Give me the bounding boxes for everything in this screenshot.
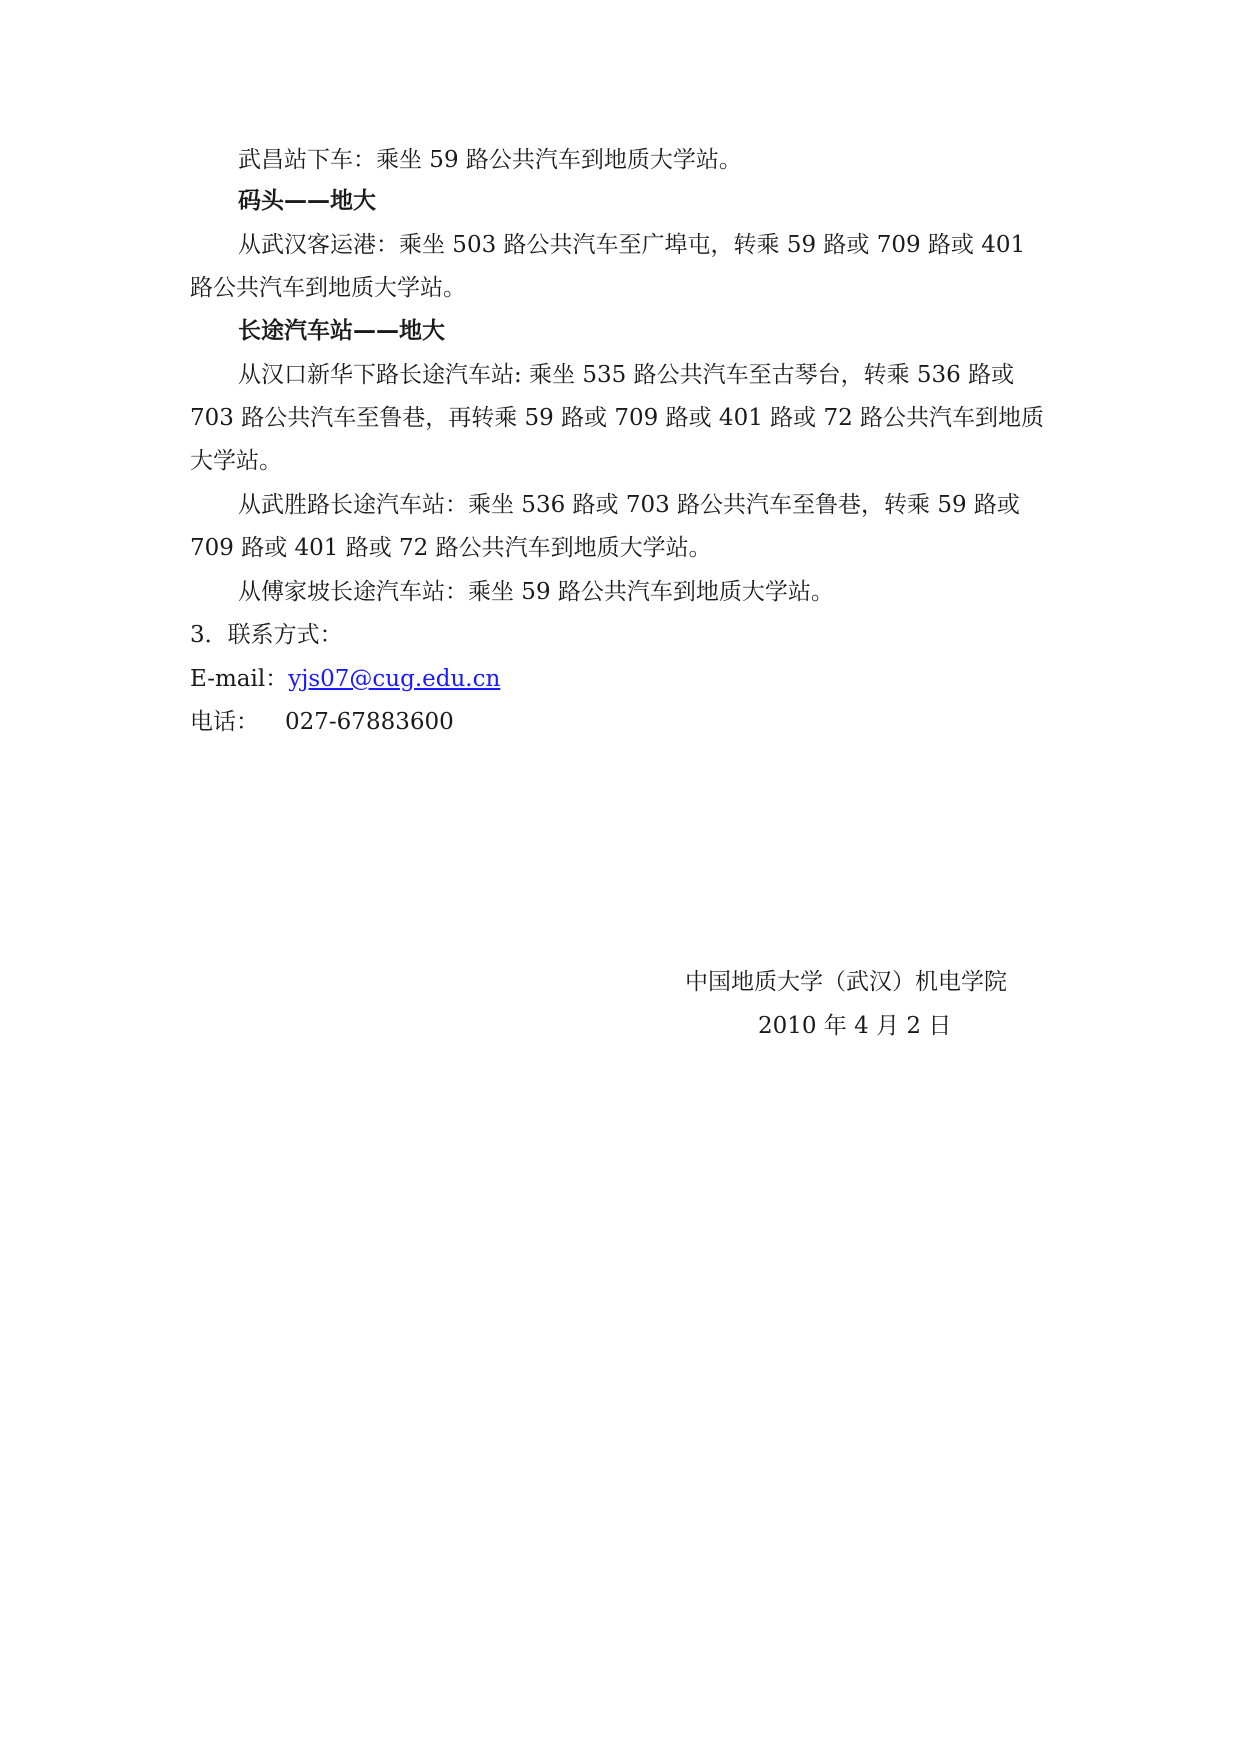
paragraph-wusheng-line-2: 709 路或 401 路或 72 路公共汽车到地质大学站。 bbox=[190, 535, 712, 561]
heading-bus-station-route: 长途汽车站——地大 bbox=[238, 318, 445, 344]
signature-organization: 中国地质大学（武汉）机电学院 bbox=[685, 969, 1007, 995]
paragraph-wusheng-line-1: 从武胜路长途汽车站：乘坐 536 路或 703 路公共汽车至鲁巷，转乘 59 路或 bbox=[238, 492, 1020, 518]
heading-pier-route: 码头——地大 bbox=[238, 188, 376, 214]
section-contact-heading: 3．联系方式： bbox=[190, 622, 343, 648]
email-link[interactable]: yjs07@cug.edu.cn bbox=[288, 666, 501, 692]
paragraph-fujiapo: 从傅家坡长途汽车站：乘坐 59 路公共汽车到地质大学站。 bbox=[238, 579, 834, 605]
email-row bbox=[190, 664, 500, 694]
paragraph-hankou-line-1: 从汉口新华下路长途汽车站: 乘坐 535 路公共汽车至古琴台，转乘 536 路或 bbox=[238, 362, 1015, 388]
phone-label: 电话： bbox=[190, 709, 259, 735]
paragraph-wuchang-station: 武昌站下车：乘坐 59 路公共汽车到地质大学站。 bbox=[238, 147, 742, 173]
paragraph-pier-line-1: 从武汉客运港：乘坐 503 路公共汽车至广埠屯，转乘 59 路或 709 路或 401 bbox=[238, 232, 1026, 258]
phone-row bbox=[190, 707, 454, 737]
paragraph-hankou-line-2: 703 路公共汽车至鲁巷，再转乘 59 路或 709 路或 401 路或 72 路公共汽车到地质 bbox=[190, 405, 1045, 431]
paragraph-pier-line-2: 路公共汽车到地质大学站。 bbox=[190, 275, 466, 301]
signature-date: 2010 年 4 月 2 日 bbox=[758, 1013, 952, 1039]
phone-number: 027-67883600 bbox=[285, 709, 454, 735]
paragraph-hankou-line-3: 大学站。 bbox=[190, 448, 282, 474]
email-label: E-mail： bbox=[190, 666, 289, 692]
